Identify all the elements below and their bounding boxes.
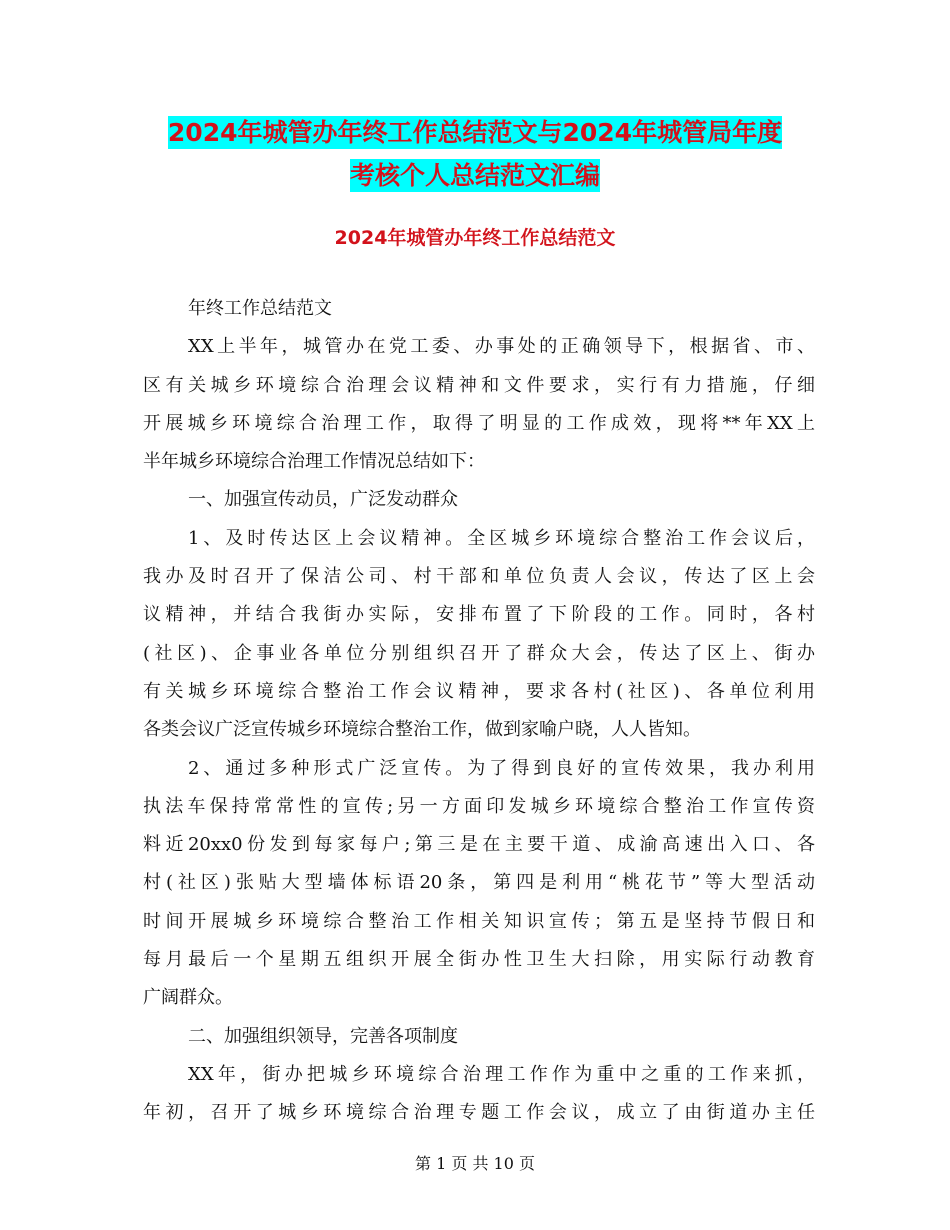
paragraph-line: XX年，街办把城乡环境综合治理工作作为重中之重的工作来抓，: [188, 1063, 815, 1085]
paragraph-line: 时间开展城乡环境综合整治工作相关知识宣传；第五是坚持节假日和: [143, 910, 815, 932]
paragraph-line: 各类会议广泛宣传城乡环境综合整治工作，做到家喻户晓，人人皆知。: [143, 719, 701, 741]
paragraph-line: 区有关城乡环境综合治理会议精神和文件要求，实行有力措施，仔细: [143, 374, 815, 396]
paragraph-line: 料近20xx0份发到每家每户;第三是在主要干道、成渝高速出入口、各: [143, 834, 815, 856]
paragraph-line: 年初，召开了城乡环境综合治理专题工作会议，成立了由街道办主任: [143, 1102, 815, 1124]
paragraph-line: 议精神，并结合我街办实际，安排布置了下阶段的工作。同时，各村: [143, 604, 815, 626]
paragraph-line: 广阔群众。: [143, 987, 233, 1009]
subheading: 一、加强宣传动员，广泛发动群众: [188, 489, 458, 511]
document-title-line-2: [140, 153, 810, 198]
paragraph-line: XX上半年，城管办在党工委、办事处的正确领导下，根据省、市、: [188, 336, 815, 358]
document-title-line-1: [140, 110, 810, 155]
paragraph-line: 1、及时传达区上会议精神。全区城乡环境综合整治工作会议后，: [188, 527, 815, 549]
title-highlight: 2024年城管办年终工作总结范文与2024年城管局年度: [167, 118, 783, 147]
paragraph-line: 村(社区)张贴大型墙体标语20条，第四是利用“桃花节”等大型活动: [143, 872, 815, 894]
section-title: 2024年城管办年终工作总结范文: [334, 227, 616, 249]
paragraph-line: (社区)、企事业各单位分别组织召开了群众大会，传达了区上、街办: [143, 642, 815, 664]
paragraph-line: 我办及时召开了保洁公司、村干部和单位负责人会议，传达了区上会: [143, 566, 815, 588]
paragraph-line: 半年城乡环境综合治理工作情况总结如下：: [143, 451, 485, 473]
paragraph-line: 开展城乡环境综合治理工作，取得了明显的工作成效，现将**年XX上: [143, 412, 815, 434]
page-footer: 第 1 页 共 10 页: [415, 1154, 535, 1173]
paragraph-line: 每月最后一个星期五组织开展全街办性卫生大扫除，用实际行动教育: [143, 949, 815, 971]
paragraph-line: 执法车保持常常性的宣传;另一方面印发城乡环境综合整治工作宣传资: [143, 795, 815, 817]
subheading: 年终工作总结范文: [188, 298, 332, 319]
subheading: 二、加强组织领导，完善各项制度: [188, 1025, 458, 1047]
title-highlight: 考核个人总结范文汇编: [349, 161, 600, 190]
paragraph-line: 2、通过多种形式广泛宣传。为了得到良好的宣传效果，我办利用: [188, 757, 815, 779]
paragraph-line: 有关城乡环境综合整治工作会议精神，要求各村(社区)、各单位利用: [143, 680, 815, 702]
document-body: [143, 290, 815, 1133]
